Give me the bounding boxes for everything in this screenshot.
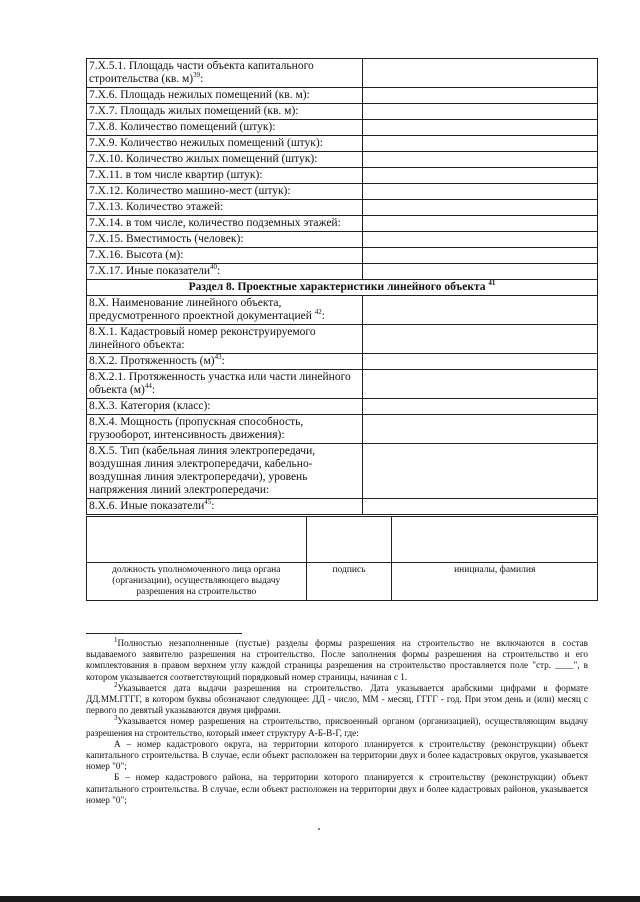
table-row (87, 120, 598, 136)
row-value[interactable] (363, 264, 598, 280)
row-value[interactable] (363, 354, 598, 370)
row-value[interactable] (363, 216, 598, 232)
table-row (87, 59, 598, 88)
row-label: 8.Х.2.1. Протяженность участка или части линейного объекта $(м)^{44}$: (87, 370, 363, 399)
scan-edge (0, 896, 640, 902)
table-row (87, 152, 598, 168)
row-value[interactable] (363, 325, 598, 354)
row-text: 7.Х.5.1. Площадь части объекта капитального (89, 60, 314, 72)
table-row (87, 264, 598, 280)
footnote-3-b: Б – номер кадастрового района, на территории которого планируется к строительству (реконструкции) объект капитального строительства. В случае, если объект расположен на территории двух и более кадастровых районов, указывается номер "0"; (86, 772, 588, 805)
row-value[interactable] (363, 248, 598, 264)
section-header-row (87, 280, 598, 296)
footnote-number: 2 (114, 680, 118, 689)
table-row (87, 354, 598, 370)
row-value[interactable] (363, 499, 598, 515)
row-label: 8.Х.5. Тип (кабельная линия электропередачи, воздушная линия электропередачи, кабельно-воздушная линия электропередачи), уровень напряжения линий электропередачи: (87, 444, 363, 499)
characteristics-table (86, 58, 598, 515)
table-row (87, 184, 598, 200)
signature-field[interactable] (306, 517, 392, 563)
footnote-2 (86, 680, 588, 717)
row-label: 7.Х.10. Количество жилых помещений (штук): (87, 152, 363, 168)
row-text: 8.Х. Наименование линейного объекта, (89, 297, 282, 309)
row-value[interactable] (363, 104, 598, 120)
signature-caption: подпись (306, 563, 392, 601)
table-row (87, 444, 598, 499)
footnote-3-a: А – номер кадастрового округа, на территории которого планируется к строительству (реконструкции) объект капитального строительства. В случае, если объект расположен на территории двух и более кадастровых округов, указывается номер "0"; (86, 738, 588, 772)
position-field[interactable] (87, 517, 307, 563)
row-label: 8.Х. Наименование линейного объекта, предусмотренного проектной документацией $^{42}$: (87, 296, 363, 325)
row-text: предусмотренного проектной документацией (89, 310, 312, 322)
row-label: 7.Х.14. в том числе, количество подземных этажей: (87, 216, 363, 232)
footnote-3 (86, 716, 588, 738)
row-value[interactable] (363, 200, 598, 216)
footnote-ref: 40 (210, 263, 218, 272)
section-8-title (87, 280, 598, 296)
row-label: 8.Х.6. Иные показатели$^{45}$: (87, 499, 363, 515)
row-text: 8.Х.6. Иные показатели (89, 500, 205, 512)
row-value[interactable] (363, 184, 598, 200)
footnote-number: 3 (114, 714, 118, 723)
row-value[interactable] (363, 59, 598, 88)
row-text: 7.Х.17. Иные показатели (89, 265, 211, 277)
table-row (87, 415, 598, 444)
row-value[interactable] (363, 120, 598, 136)
row-label: 7.Х.13. Количество этажей: (87, 200, 363, 216)
footnotes (86, 635, 588, 806)
table-row (87, 325, 598, 354)
row-value[interactable] (363, 370, 598, 399)
row-value[interactable] (363, 88, 598, 104)
row-label: 8.Х.4. Мощность (пропускная способность, грузооборот, интенсивность движения): (87, 415, 363, 444)
table-row (87, 370, 598, 399)
row-value[interactable] (363, 444, 598, 499)
row-label: 8.Х.2. Протяженность $(м)^{43}$: (87, 354, 363, 370)
row-label: 7.Х.11. в том числе квартир (штук): (87, 168, 363, 184)
footnote-ref: 42 (314, 308, 322, 317)
table-row (87, 104, 598, 120)
table-row (87, 88, 598, 104)
row-label: 7.Х.5.1. Площадь части объекта капитального строительства (кв. м)$^{39}$: (87, 59, 363, 88)
row-value[interactable] (363, 415, 598, 444)
name-field[interactable] (392, 517, 598, 563)
footnote-number: 1 (114, 635, 118, 644)
row-value[interactable] (363, 232, 598, 248)
table-row (87, 168, 598, 184)
section-title-text: Раздел 8. Проектные характеристики линейного объекта (188, 281, 486, 293)
row-label: 8.Х.3. Категория (класс): (87, 399, 363, 415)
row-label: 7.Х.17. Иные показатели$^{40}$: (87, 264, 363, 280)
footnote-1 (86, 635, 588, 683)
footnote-text: Указывается номер разрешения на строительство, присвоенный органом (организацией), осуществляющим выдачу разрешения на строительство, который имеет структуру А-Б-В-Г, где: (86, 716, 588, 738)
footnote-ref: 41 (488, 279, 496, 288)
row-value[interactable] (363, 296, 598, 325)
table-row (87, 216, 598, 232)
table-row (87, 200, 598, 216)
row-label: 7.Х.7. Площадь жилых помещений (кв. м): (87, 104, 363, 120)
row-label: 8.Х.1. Кадастровый номер реконструируемого линейного объекта: (87, 325, 363, 354)
row-label: 7.Х.16. Высота (м): (87, 248, 363, 264)
table-row (87, 296, 598, 325)
footnote-ref: 44 (144, 382, 152, 391)
row-label: 7.Х.6. Площадь нежилых помещений (кв. м): (87, 88, 363, 104)
row-label: 7.Х.15. Вместимость (человек): (87, 232, 363, 248)
signature-caption-row (87, 563, 598, 601)
table-row (87, 232, 598, 248)
footnote-ref: 43 (214, 353, 222, 362)
row-value[interactable] (363, 136, 598, 152)
row-label: 7.Х.9. Количество нежилых помещений (штук): (87, 136, 363, 152)
table-row (87, 499, 598, 515)
row-text: строительства (кв. м) (89, 73, 194, 85)
footnote-ref: 45 (204, 498, 212, 507)
row-value[interactable] (363, 168, 598, 184)
footnote-ref: 39 (193, 71, 201, 80)
footnote-text: Полностью незаполненные (пустые) разделы формы разрешения на строительство не включаются в состав выдаваемого заявителю разрешения на строительство. После заполнения формы разрешения на строительство и его комплектования в правом верхнем углу каждой страницы разрешения на строительство проставляется поле "стр. ____", в котором указывается соответствующий порядковый номер страницы, начиная с 1. (86, 638, 588, 682)
position-caption: должность уполномоченного лица органа (организации), осуществляющего выдачу разрешения на строительство (87, 563, 307, 601)
row-label: 7.Х.8. Количество помещений (штук): (87, 120, 363, 136)
table-row (87, 248, 598, 264)
row-label: 7.Х.12. Количество машино-мест (штук): (87, 184, 363, 200)
footnote-text: Указывается дата выдачи разрешения на строительство. Дата указывается арабскими цифрами в формате ДД.ММ.ГГГГ, в котором буквы обозначают следующее: ДД - число, ММ - месяц, ГГГГ - год. При этом день и (или) месяц с первого по девятый указываются двумя цифрами. (86, 682, 588, 716)
table-row (87, 136, 598, 152)
name-caption: инициалы, фамилия (392, 563, 598, 601)
signature-blank-row (87, 517, 598, 563)
row-value[interactable] (363, 152, 598, 168)
signature-table (86, 516, 598, 601)
scan-speck (318, 828, 320, 830)
row-text: 8.Х.2. Протяженность (м) (89, 355, 215, 367)
row-value[interactable] (363, 399, 598, 415)
row-text: 8.Х.2.1. Протяженность участка или части линейного объекта (м) (89, 371, 351, 396)
table-row (87, 399, 598, 415)
footnote-divider (86, 633, 242, 634)
